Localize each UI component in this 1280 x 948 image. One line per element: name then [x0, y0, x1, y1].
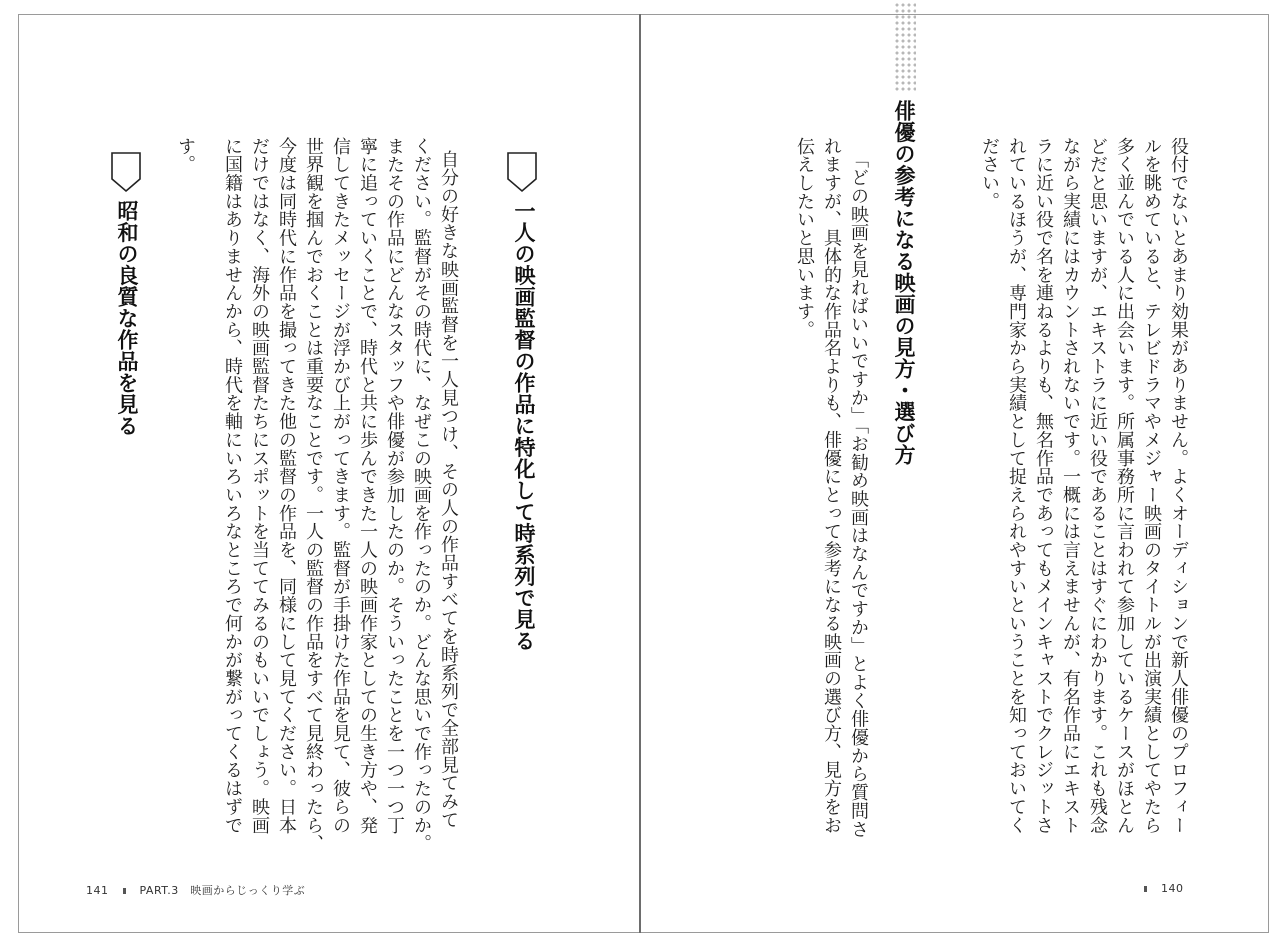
right-intro-line-3: 多く並んでいる人に出会います。所属事務所に言われて参加しているケースがほとん — [1114, 137, 1135, 835]
left-section-line-10: す。 — [175, 137, 196, 174]
right-section-line-1: 「どの映画を見ればいいですか」「お勧め映画はなんですか」とよく俳優から質問さ — [848, 150, 869, 839]
next-section-heading-showa: 昭和の良質な作品を見る — [115, 200, 139, 437]
heading-marker-icon — [506, 151, 538, 193]
section-heading-actor-viewing: 俳優の参考になる映画の見方・選び方 — [892, 100, 916, 466]
page-number: 140 — [1161, 882, 1184, 895]
left-page-footer — [86, 882, 305, 898]
left-section-line-8: だけではなく、海外の映画監督たちにスポットを当ててみるのもいいでしょう。映画 — [249, 137, 270, 835]
folio-separator — [1144, 886, 1147, 892]
right-intro-line-2: ルを眺めていると、テレビドラマやメジャー映画のタイトルが出演実績としてやたら — [1141, 137, 1162, 835]
right-intro-line-7: れているほうが、専門家から実績として捉えられやすいということを知っておいてく — [1006, 137, 1027, 835]
folio-separator — [123, 888, 126, 894]
left-section-line-4: 寧に追っていくことで、時代と共に歩んできた一人の映画作家としての生き方や、発 — [357, 137, 378, 835]
right-intro-line-1: 役付でないとあまり効果がありません。よくオーディションで新人俳優のプロフィー — [1168, 137, 1189, 835]
right-section-line-3: 伝えしたいと思います。 — [794, 137, 815, 339]
heading-marker-icon-2 — [110, 151, 142, 193]
right-intro-line-4: どだと思いますが、エキストラに近い役であることはすぐにわかります。これも残念 — [1087, 137, 1108, 835]
left-section-line-2: ください。監督がその時代に、なぜこの映画を作ったのか。どんな思いで作ったのか。 — [411, 137, 432, 853]
dot-pattern-decoration — [894, 2, 916, 92]
left-section-line-3: またその作品にどんなスタッフや俳優が参加したのか。そういったことを一つ一つ丁 — [384, 137, 405, 835]
left-section-line-6: 世界観を掴んでおくことは重要なことです。一人の監督の作品をすべて見終わったら、 — [303, 137, 324, 853]
page-number: 141 — [86, 884, 109, 897]
left-section-line-9: に国籍はありませんから、時代を軸にいろいろなところで何かが繋がってくるはずで — [222, 137, 243, 835]
left-section-line-7: 今度は同時代に作品を撮ってきた他の監督の作品を、同様にして見てください。日本 — [276, 137, 297, 835]
right-intro-line-6: ラに近い役で名を連ねるよりも、無名作品であってもメインキャストでクレジットさ — [1033, 137, 1054, 835]
right-intro-line-5: ながら実績にはカウントされないです。一概には言えませんが、有名作品にエキスト — [1060, 137, 1081, 835]
book-gutter — [639, 14, 641, 933]
right-intro-line-8: ださい。 — [979, 137, 1000, 211]
right-section-line-2: れますが、具体的な作品名よりも、俳優にとって参考になる映画の選び方、見方をお — [821, 137, 842, 835]
left-section-line-1: 自分の好きな映画監督を一人見つけ、その人の作品すべてを時系列で全部見てみて — [438, 150, 459, 829]
left-section-line-5: 信してきたメッセージが浮かび上がってきます。監督が手掛けた作品を見て、彼らの — [330, 137, 351, 835]
section-heading-director-chronology: 一人の映画監督の作品に特化して時系列で見る — [512, 200, 536, 652]
running-head: PART.3 映画からじっくり学ぶ — [139, 884, 306, 897]
book-spread — [18, 14, 1269, 933]
right-page-footer — [1144, 882, 1184, 895]
